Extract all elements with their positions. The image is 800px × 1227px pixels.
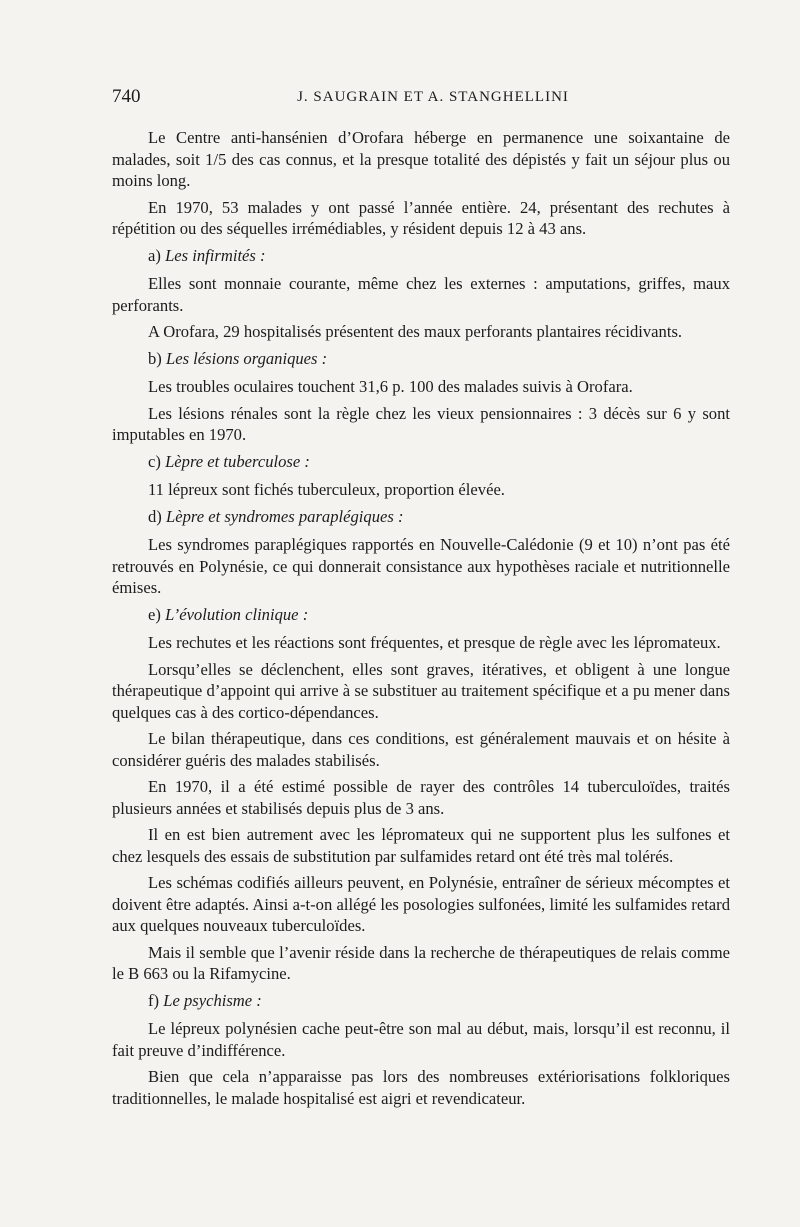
paragraph: En 1970, il a été estimé possible de rayer des contrôles 14 tuberculoïdes, traités plusieurs années et stabilisés depuis plus de 3 ans. [112,777,730,818]
section-title: Les infirmités : [165,245,266,265]
section-heading [112,451,730,473]
paragraph: Les troubles oculaires touchent 31,6 p. 100 des malades suivis à Orofara. [148,377,633,396]
paragraph: Le Centre anti-hansénien d’Orofara héberge en permanence une soixantaine de malades, soit 1/5 des cas connus, et la presque totalité des dépistés y fait un séjour plus ou moins long. [112,128,730,190]
section-letter: e) [148,604,161,624]
paragraph: Les rechutes et les réactions sont fréquentes, et presque de règle avec les lépromateux. [148,633,721,652]
body-text [112,127,730,1114]
page-number: 740 [112,86,141,107]
paragraph: Le bilan thérapeutique, dans ces conditions, est généralement mauvais et on hésite à considérer guéris des malades stabilisés. [112,729,730,770]
section-heading [112,604,730,626]
section-letter: b) [148,348,162,368]
paragraph: Elles sont monnaie courante, même chez les externes : amputations, griffes, maux perforants. [112,274,730,315]
paragraph: Lorsqu’elles se déclenchent, elles sont graves, itératives, et obligent à une longue thérapeutique d’appoint qui arrive à se substituer au traitement spécifique et a pu mener dans quelques cas à des cortico-dépendances. [112,659,730,722]
section-heading [112,348,730,370]
paragraph: Bien que cela n’apparaisse pas lors des nombreuses extériorisations folkloriques traditionnelles, le malade hospitalisé est aigri et revendicateur. [112,1067,730,1108]
section-title: Lèpre et syndromes paraplégiques : [165,506,404,526]
section-letter: f) [148,990,160,1010]
section-letter: a) [148,245,161,265]
paragraph: Il en est bien autrement avec les lépromateux qui ne supportent plus les sulfones et chez lesquels des essais de substitution par sulfamides retard ont été très mal tolérés. [112,825,730,866]
section-title: L’évolution clinique : [165,604,309,624]
section-title: Lèpre et tuberculose : [165,451,310,471]
paragraph: Les lésions rénales sont la règle chez les vieux pensionnaires : 3 décès sur 6 y sont imputables en 1970. [112,403,730,444]
paragraph: 11 lépreux sont fichés tuberculeux, proportion élevée. [148,480,505,499]
paragraph: A Orofara, 29 hospitalisés présentent des maux perforants plantaires récidivants. [148,322,683,341]
section-heading [112,506,730,528]
paragraph: Le lépreux polynésien cache peut-être son mal au début, mais, lorsqu’il est reconnu, il fait preuve d’indifférence. [112,1019,730,1060]
paragraph: En 1970, 53 malades y ont passé l’année entière. 24, présentant des rechutes à répétition ou des séquelles irrémédiables, y résident depuis 12 à 43 ans. [112,197,730,238]
paragraph: Mais il semble que l’avenir réside dans la recherche de thérapeutiques de relais comme le B 663 ou la Rifamycine. [112,942,730,983]
page-header [112,86,730,110]
section-heading [112,990,730,1012]
section-title: Le psychisme : [163,990,262,1010]
section-title: Les lésions organiques : [165,348,328,368]
paragraph: Les schémas codifiés ailleurs peuvent, en Polynésie, entraîner de sérieux mécomptes et doivent être adaptés. Ainsi a-t-on allégé les posologies sulfonées, limité les sulfamides retard aux quelques nouveaux tuberculoïdes. [112,873,730,935]
section-letter: d) [148,506,162,526]
section-letter: c) [148,451,161,471]
paragraph: Les syndromes paraplégiques rapportés en Nouvelle-Calédonie (9 et 10) n’ont pas été retrouvés en Polynésie, ce qui donnerait consistance aux hypothèses raciale et nutritionnelle émises. [112,535,730,597]
section-heading [112,245,730,267]
running-head: J. SAUGRAIN ET A. STANGHELLINI [297,89,569,105]
